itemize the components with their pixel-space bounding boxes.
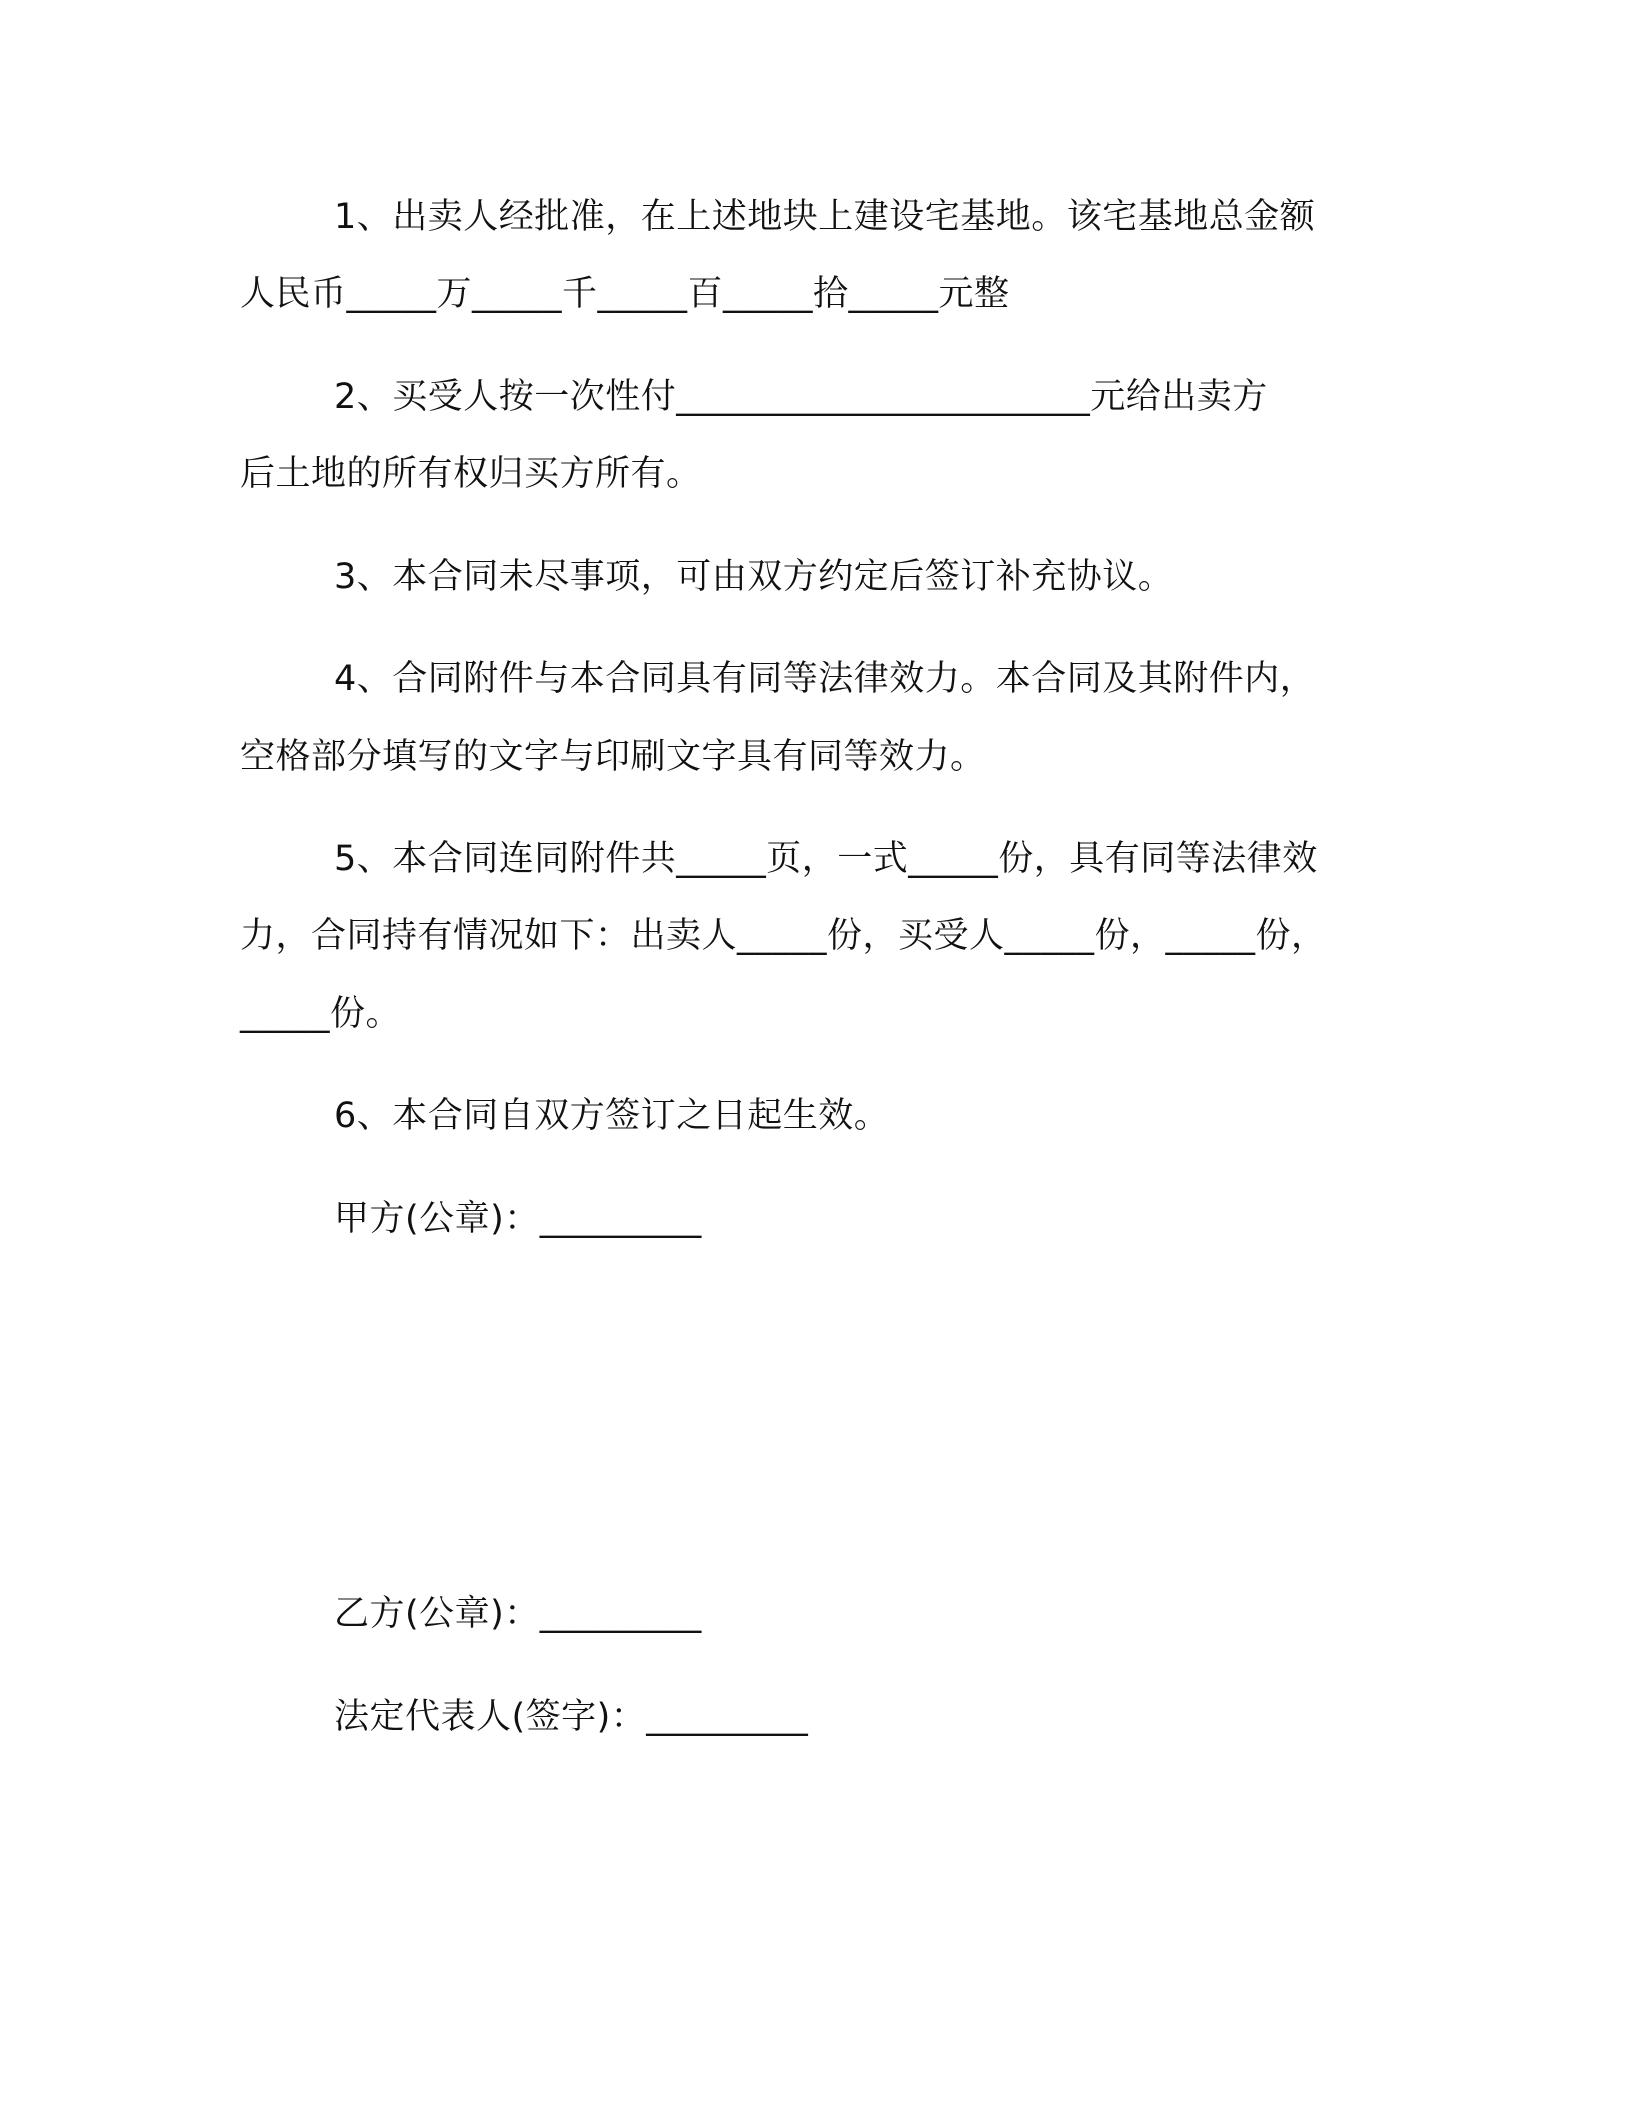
clause-2-line-2: 后土地的所有权归买方所有。 bbox=[240, 454, 702, 494]
party-a-seal-field: 甲方(公章)：_________ bbox=[334, 1199, 702, 1239]
clause-5-line-2: 力，合同持有情况如下：出卖人_____份，买受人_____份，_____份， bbox=[240, 916, 1327, 956]
clause-6-line-1: 6、本合同自双方签订之日起生效。 bbox=[334, 1096, 890, 1136]
clause-4-line-1: 4、合同附件与本合同具有同等法律效力。本合同及其附件内， bbox=[334, 659, 1316, 699]
party-b-seal-field: 乙方(公章)：_________ bbox=[334, 1594, 702, 1634]
clause-4-line-2: 空格部分填写的文字与印刷文字具有同等效力。 bbox=[240, 737, 986, 777]
legal-representative-signature-field: 法定代表人(签字)：_________ bbox=[334, 1697, 809, 1737]
clause-1-line-1: 1、出卖人经批准，在上述地块上建设宅基地。该宅基地总金额 bbox=[334, 197, 1316, 237]
clause-1-line-2: 人民币_____万_____千_____百_____拾_____元整 bbox=[240, 274, 1010, 314]
clause-5-line-1: 5、本合同连同附件共_____页，一式_____份，具有同等法律效 bbox=[334, 839, 1318, 879]
clause-3-line-1: 3、本合同未尽事项，可由双方约定后签订补充协议。 bbox=[334, 557, 1174, 597]
clause-2-line-1: 2、买受人按一次性付_______________________元给出卖方 bbox=[334, 377, 1268, 417]
clause-5-line-3: _____份。 bbox=[240, 994, 402, 1034]
